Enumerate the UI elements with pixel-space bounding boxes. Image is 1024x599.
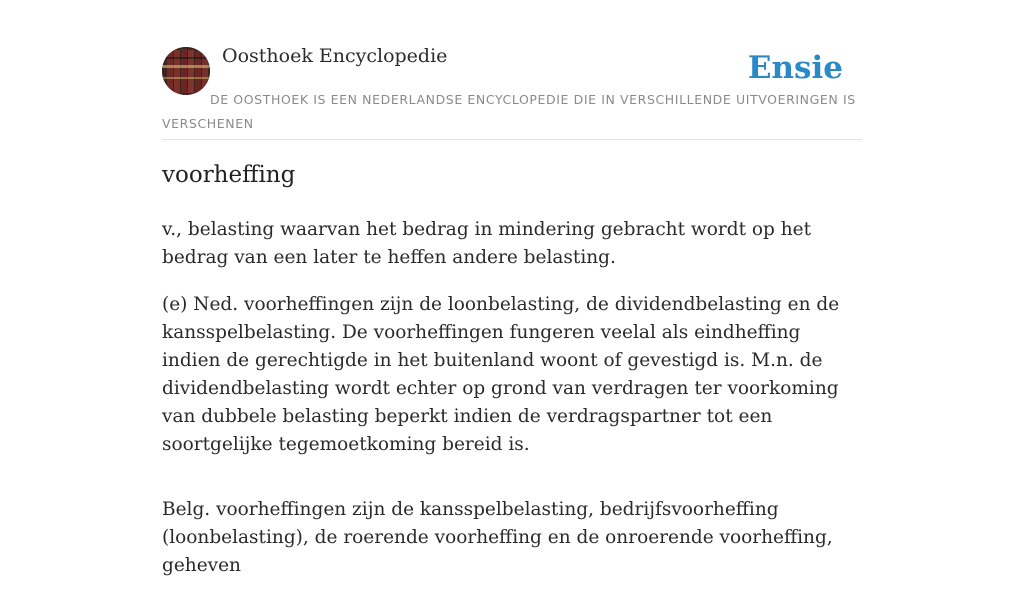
site-name[interactable]: Oosthoek Encyclopedie [222,45,448,67]
entry-paragraph: v., belasting waarvan het bedrag in mindering gebracht wordt op het bedrag van een later te heffen andere belasting. [162,219,812,268]
entry-title: voorheffing [162,162,296,188]
site-header [162,0,862,140]
site-tagline: DE OOSTHOEK IS EEN NEDERLANDSE ENCYCLOPEDIE DIE IN VERSCHILLENDE UITVOERINGEN IS VERSCHENEN [162,92,856,131]
entry-paragraph: (e) Ned. voorheffingen zijn de loonbelasting, de dividendbelasting en de kansspelbelasting. De voorheffingen fungeren veelal als eindheffing indien de gerechtigde in het buitenland woont of gevestigd is. M.n. de dividendbelasting wordt echter op grond van verdragen ter voorkoming van dubbele belasting beperkt indien de verdragspartner tot een soortgelijke tegemoetkoming bereid is. [162,294,840,455]
brand-logo[interactable]: Ensie [747,50,843,86]
entry-content [162,216,862,599]
entry-paragraph: Belg. voorheffingen zijn de kansspelbelasting, bedrijfsvoorheffing (loonbelasting), de roerende voorheffing en de onroerende voorheffing, geheven [162,499,833,576]
main-container [162,0,862,576]
